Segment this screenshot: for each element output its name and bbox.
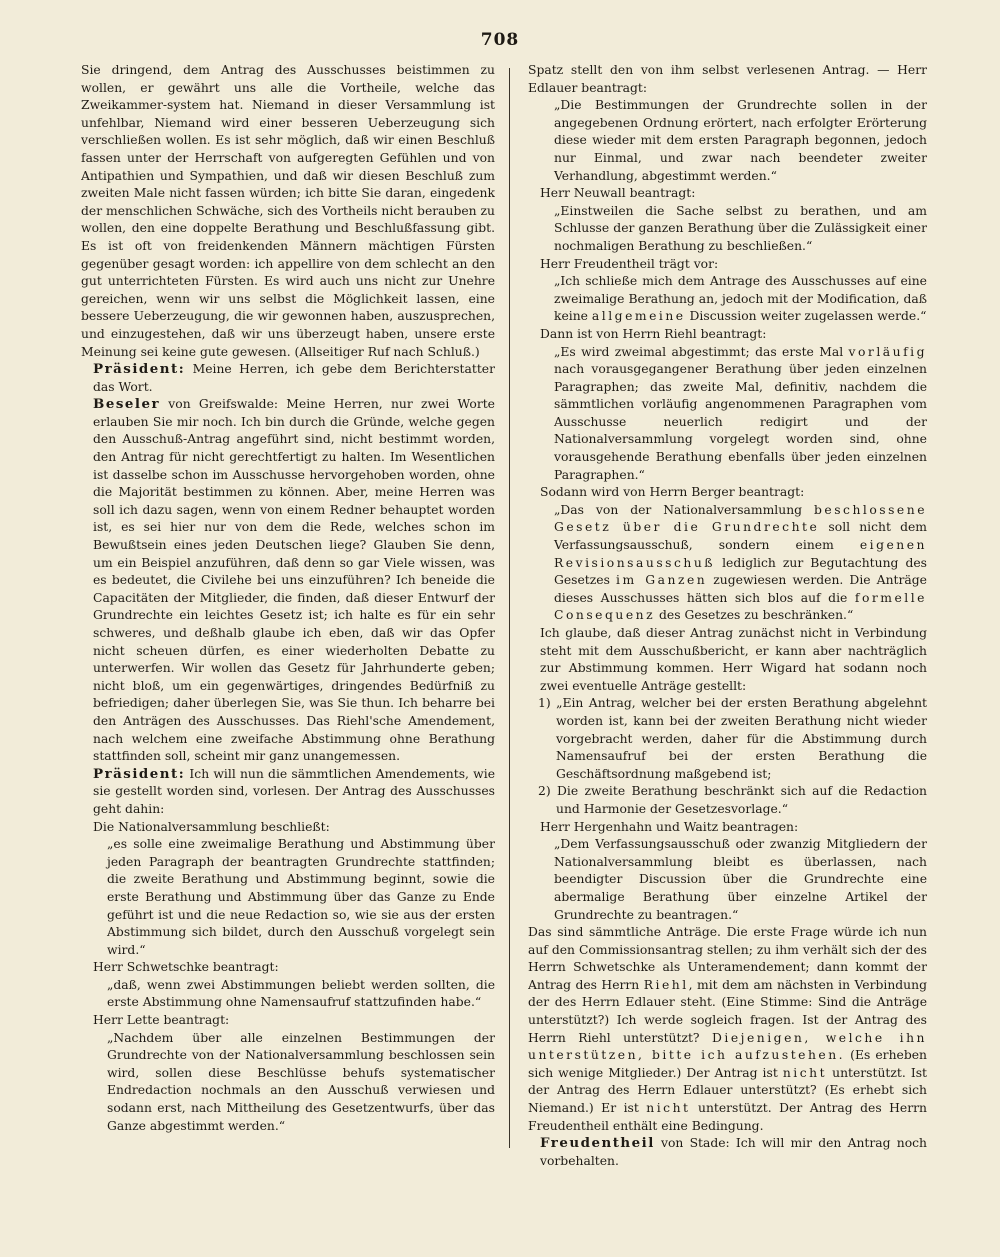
speech-paragraph [528, 1135, 927, 1170]
text-run: lediglich zur Begutachtung des Gesetzes [554, 555, 927, 588]
text-run: , mit dem am nächsten in Verbindung der des Herrn Edlauer steht. (Eine Stimme: Sind die Anträge unterstützt?) Ich werde sogleich fragen. Ist der Antrag des Herrn Riehl unterstützt? [528, 977, 927, 1045]
motion-intro: Sodann wird von Herrn Berger beantragt: [540, 485, 805, 500]
motion-text: „Einstweilen die Sache selbst zu berathen, und am Schlusse der ganzen Berathung über die Zulässigkeit einer nochmaligen Berathung zu beschließen.“ [554, 203, 927, 253]
speech-paragraph: Spatz stellt den von ihm selbst verlesenen Antrag. — Herr Edlauer beantragt: [528, 63, 927, 95]
text-run: unterstützt. Ist der Antrag des Herrn Edlauer unterstützt? (Es erhebt sich Niemand.) Er ist [528, 1065, 927, 1116]
right-column [528, 62, 927, 1212]
emphasis-text: im Ganzen [616, 573, 708, 588]
emphasis-text: Diejenigen, welche ihn unterstützen, bitte ich aufzustehen. [528, 1030, 927, 1063]
motion-text [528, 273, 927, 326]
column-divider [509, 68, 510, 1148]
emphasis-text: allgemeine [591, 309, 686, 324]
motion-intro: Herr Hergenhahn und Waitz beantragen: [540, 819, 799, 834]
emphasis-text: vorläufig [848, 344, 927, 359]
speech-text: Ich will nun die sämmtlichen Amendements, wie sie gestellt worden sind, vorlesen. Der Antrag des Ausschusses geht dahin: [93, 766, 495, 816]
text-run: unterstützt. Der Antrag des Herrn Freudentheil enthält eine Bedingung. [528, 1101, 927, 1133]
speech-paragraph [528, 924, 927, 1135]
text-run: „Es wird zweimal abgestimmt; das erste Mal [554, 344, 849, 359]
page-number: 708 [480, 30, 520, 50]
numbered-item: 2) Die zweite Berathung beschränkt sich auf die Redaction und Harmonie der Gesetzesvorlage.“ [538, 784, 927, 816]
speech-text: von Greifswalde: Meine Herren, nur zwei Worte erlauben Sie mir noch. Ich bin durch die Gründe, welche gegen den Ausschuß-Antrag angeführt sind, nicht bestimmt worden, den Antrag für nicht gerechtfertigt zu halten. Im Wesentlichen ist dasselbe schon im Ausschusse hervorgehoben worden, ohne die Majorität bestimmen zu können. Aber, meine Herren was soll ich dazu sagen, wenn von einem Redner behauptet worden ist, es sei hier nur von dem die Rede, welches schon im Bewußtsein eines jeden Deutschen liege? Glauben Sie denn, um ein Beispiel anzuführen, daß denn so gar Viele wissen, was es bedeutet, die Civilehe bei uns einzuführen? Ich beneide die Capacitäten der Mitglieder, die finden, daß dieser Entwurf der Grundrechte ein leichtes Gesetz ist; ich halte es für ein sehr schweres, und deßhalb glaube ich eben, daß wir das Opfer nicht scheuen dürfen, es einer wiederholten Debatte zu unterwerfen. Wir wollen das Gesetz für Jahrhunderte geben; nicht bloß, um ein gegenwärtiges, dringendes Bedürfniß zu befriedigen; daher überlegen Sie, was Sie thun. Ich beharre bei den Anträgen des Ausschusses. Das Riehl'sche Amendement, nach welchem eine zweifache Abstimmung ohne Berathung stattfinden soll, scheint mir ganz unangemessen. [93, 397, 495, 764]
motion-text: „Die Bestimmungen der Grundrechte sollen in der angegebenen Ordnung erörtert, nach erfolgter Erörterung diese wieder mit dem ersten Paragraph begonnen, jedoch nur Einmal, und zwar nach beendeter zweiter Verhandlung, abgestimmt werden.“ [554, 98, 927, 183]
emphasis-text: nicht [646, 1101, 691, 1116]
speaker-name: Präsident: [93, 765, 186, 782]
speech-text: von Stade: Ich will mir den Antrag noch vorbehalten. [540, 1136, 927, 1168]
motion-text: „daß, wenn zwei Abstimmungen beliebt werden sollten, die erste Abstimmung ohne Namensaufruf stattzufinden habe.“ [107, 977, 495, 1010]
speech-text: Meine Herren, ich gebe dem Berichterstatter das Wort. [93, 362, 495, 394]
emphasis-text: nicht [782, 1065, 828, 1080]
speech-paragraph: Ich glaube, daß dieser Antrag zunächst nicht in Verbindung steht mit dem Ausschußbericht, er kann aber nachträglich zur Abstimmung kommen. Herr Wigard hat sodann noch zwei eventuelle Anträge gestellt: [540, 626, 927, 693]
speaker-name: Präsident: [93, 361, 186, 378]
speech-paragraph [81, 766, 495, 819]
motion-intro: Herr Neuwall beantragt: [540, 186, 696, 201]
motion-intro: Herr Lette beantragt: [93, 1013, 230, 1028]
motion-text [528, 502, 927, 625]
motion-intro: Die Nationalversammlung beschließt: [93, 819, 330, 834]
speech-paragraph [81, 396, 495, 765]
motion-text [528, 344, 927, 485]
emphasis-text: formelle Consequenz [554, 590, 927, 623]
text-run: des Gesetzes zu beschränken.“ [655, 608, 854, 623]
motion-intro: Herr Freudentheil trägt vor: [540, 256, 719, 271]
motion-text: „es solle eine zweimalige Berathung und Abstimmung über jeden Paragraph der beantragten Grundrechte stattfinden; die zweite Berathung und Abstimmung beginnt, sowie die erste Berathung und Abstimmung über das Ganze zu Ende geführt ist und die neue Redaction so, wie sie aus der ersten Abstimmung sich bildet, durch den Ausschuß vorgelegt sein wird.“ [107, 837, 495, 957]
numbered-item: 1) „Ein Antrag, welcher bei der ersten Berathung abgelehnt worden ist, kann bei der zweiten Berathung nicht wieder vorgebracht werden, daher für die Abstimmung durch Namensaufruf bei der ersten Berathung die Geschäftsordnung maßgebend ist; [538, 696, 927, 781]
speech-paragraph [81, 361, 495, 396]
left-column [81, 62, 495, 1212]
text-run: (Es erheben sich wenige Mitglieder.) Der Antrag ist [528, 1048, 927, 1080]
text-run: Discussion weiter zugelassen werde.“ [685, 309, 927, 324]
emphasis-text: eigenen Revisionsausschuß [554, 538, 927, 570]
motion-text: „Dem Verfassungsausschuß oder zwanzig Mitgliedern der Nationalversammlung bleibt es überlassen, nach beendigter Discussion über die Grundrechte eine abermalige Berathung über einzelne Artikel der Grundrechte zu beantragen.“ [554, 837, 927, 922]
motion-intro: Herr Schwetschke beantragt: [93, 960, 279, 975]
speech-paragraph: Sie dringend, dem Antrag des Ausschusses beistimmen zu wollen, er gewährt uns alle die Vortheile, welche das Zweikammer-system hat. Niemand in dieser Versammlung ist unfehlbar, Niemand wird einer besseren Ueberzeugung sich verschließen wollen. Es ist sehr möglich, daß wir einen Beschluß fassen unter der Herrschaft von aufgeregten Gefühlen und von Antipathien und Sympathien, und daß wir diesen Beschluß zum zweiten Male nicht fassen würden; ich bitte Sie daran, eingedenk der menschlichen Schwäche, sich des Vortheils nicht berauben zu wollen, den eine doppelte Berathung und Beschlußfassung gibt. Es ist oft von freidenkenden Männern mächtigen Fürsten gegenüber gesagt worden: ich appellire von dem schlecht an den gut unterrichteten Fürsten. Es wird auch uns nicht zur Unehre gereichen, wenn wir uns selbst die Möglichkeit lassen, eine bessere Ueberzeugung, die wir gewonnen haben, auszusprechen, und einzugestehen, daß wir uns überzeugt haben, unsere erste Meinung sei keine gute gewesen. (Allseitiger Ruf nach Schluß.) [81, 63, 495, 359]
emphasis-text: beschlossene Gesetz über die Grundrechte [554, 502, 927, 535]
text-run: „Ich schließe mich dem Antrage des Ausschusses auf eine zweimalige Berathung an, jedoch mit der Modification, daß keine [554, 274, 927, 324]
motion-text: „Nachdem über alle einzelnen Bestimmungen der Grundrechte von der Nationalversammlung beschlossen sein wird, sollen diese Beschlüsse behufs systematischer Endredaction nochmals an den Ausschuß verwiesen und sodann erst, nach Mittheilung des Gesetzentwurfs, über das Ganze abgestimmt werden.“ [107, 1030, 495, 1133]
text-run: soll nicht dem Verfassungsausschuß, sondern einem [554, 520, 927, 553]
emphasis-text: Riehl [643, 977, 689, 992]
speaker-name: Beseler [93, 396, 161, 413]
text-run: nach vorausgegangener Berathung über jeden einzelnen Paragraphen; das zweite Mal, definitiv, nachdem die sämmtlichen vorläufig angenommenen Paragraphen vom Ausschusse neuerlich redigirt und der Nationalversammlung vorgelegt worden sind, ohne vorausgehende Berathung ebenfalls über jeden einzelnen Paragraphen.“ [554, 362, 927, 482]
text-run: Das sind sämmtliche Anträge. Die erste Frage würde ich nun auf den Commissionsantrag stellen; zu ihm verhält sich der des Herrn Schwetschke als Unteramendement; dann kommt der Antrag des Herrn [528, 925, 927, 992]
motion-intro: Dann ist von Herrn Riehl beantragt: [540, 326, 767, 341]
text-run: zugewiesen werden. Die Anträge dieses Ausschusses hätten sich blos auf die [554, 573, 927, 605]
speaker-name: Freudentheil [540, 1135, 655, 1152]
text-run: „Das von der Nationalversammlung [554, 502, 814, 517]
